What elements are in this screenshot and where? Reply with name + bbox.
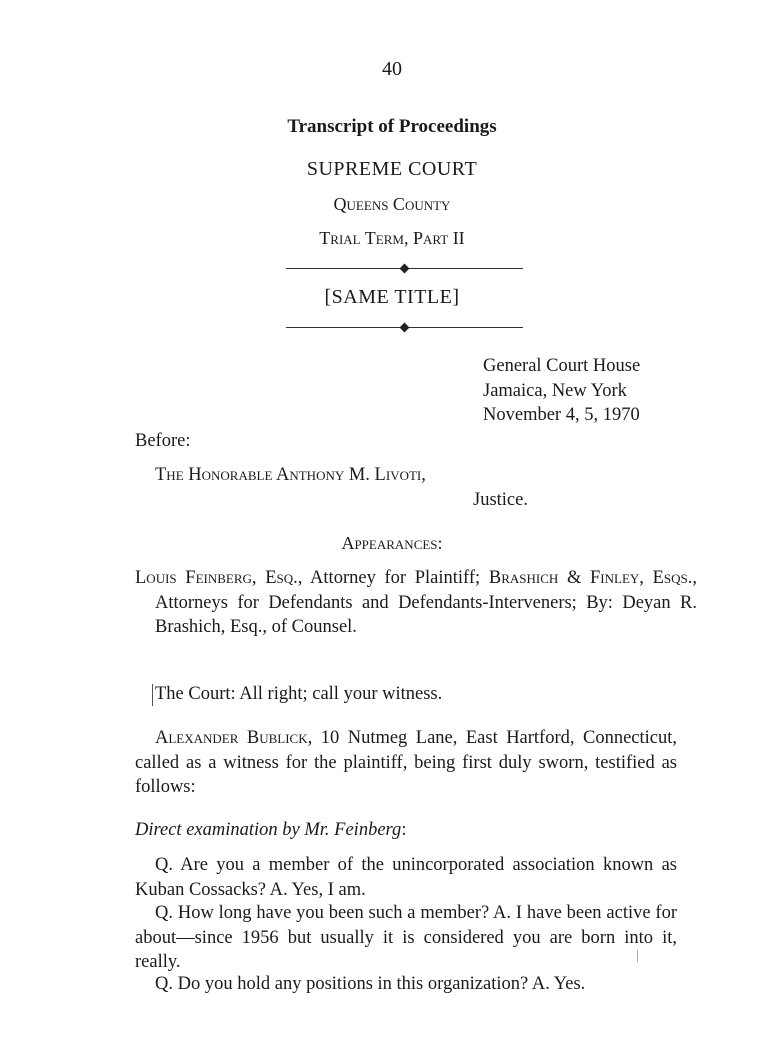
qa-item: Q. How long have you been such a member? A. I have been active for about—since 1956 but usually it is considered you are born into it, really. (135, 903, 677, 972)
judge-name-text: The Honorable Anthony M. Livoti, (155, 465, 426, 485)
plaintiff-attorney: Louis Feinberg, Esq. (135, 568, 298, 588)
plaintiff-role: , Attorney for Plaintiff; (297, 568, 489, 588)
case-title: [SAME TITLE] (324, 286, 460, 308)
before-label: Before: (135, 431, 191, 451)
court-location (483, 354, 640, 428)
judge-title: Justice. (473, 490, 528, 510)
witness-name: Alexander Bublick (155, 728, 308, 748)
margin-mark (152, 684, 153, 706)
appearances-heading: Appearances: (341, 533, 443, 553)
county-name: Queens County (333, 194, 451, 214)
location-line: Jamaica, New York (483, 380, 627, 401)
trial-term: Trial Term, Part II (319, 228, 465, 248)
examination-heading-text: Direct examination by Mr. Feinberg (135, 820, 402, 840)
witness-details: , 10 Nutmeg Lane, East Hartford, Connecticut, called as a witness for the plaintiff, being first duly sworn, testified as follows: (135, 728, 678, 797)
judge-name (155, 463, 675, 488)
defense-firm: Brashich & Finley, Esqs. (488, 568, 693, 588)
court-statement: The Court: All right; call your witness. (155, 684, 443, 704)
location-line: General Court House (483, 356, 641, 376)
page-number: 40 (382, 58, 402, 80)
court-name: SUPREME COURT (306, 158, 478, 180)
appearances-paragraph (135, 566, 697, 640)
qa-item: Q. Are you a member of the unincorporated association known as Kuban Cossacks? A. Yes, I am. (135, 855, 677, 900)
witness-paragraph (135, 726, 677, 800)
examination-heading (135, 818, 677, 843)
qa-item: Q. Do you hold any positions in this organization? A. Yes. (155, 974, 586, 994)
document-title: Transcript of Proceedings (287, 116, 497, 137)
divider-diamond-icon (400, 264, 410, 274)
location-line: November 4, 5, 1970 (483, 405, 640, 425)
divider-diamond-icon (400, 323, 410, 333)
margin-mark (637, 950, 638, 962)
defense-role: , Attorneys for Defendants and Defendants-Interveners; By: Deyan R. Brashich, Esq., of Counsel. (155, 568, 697, 637)
examination-heading-colon: : (401, 820, 407, 840)
